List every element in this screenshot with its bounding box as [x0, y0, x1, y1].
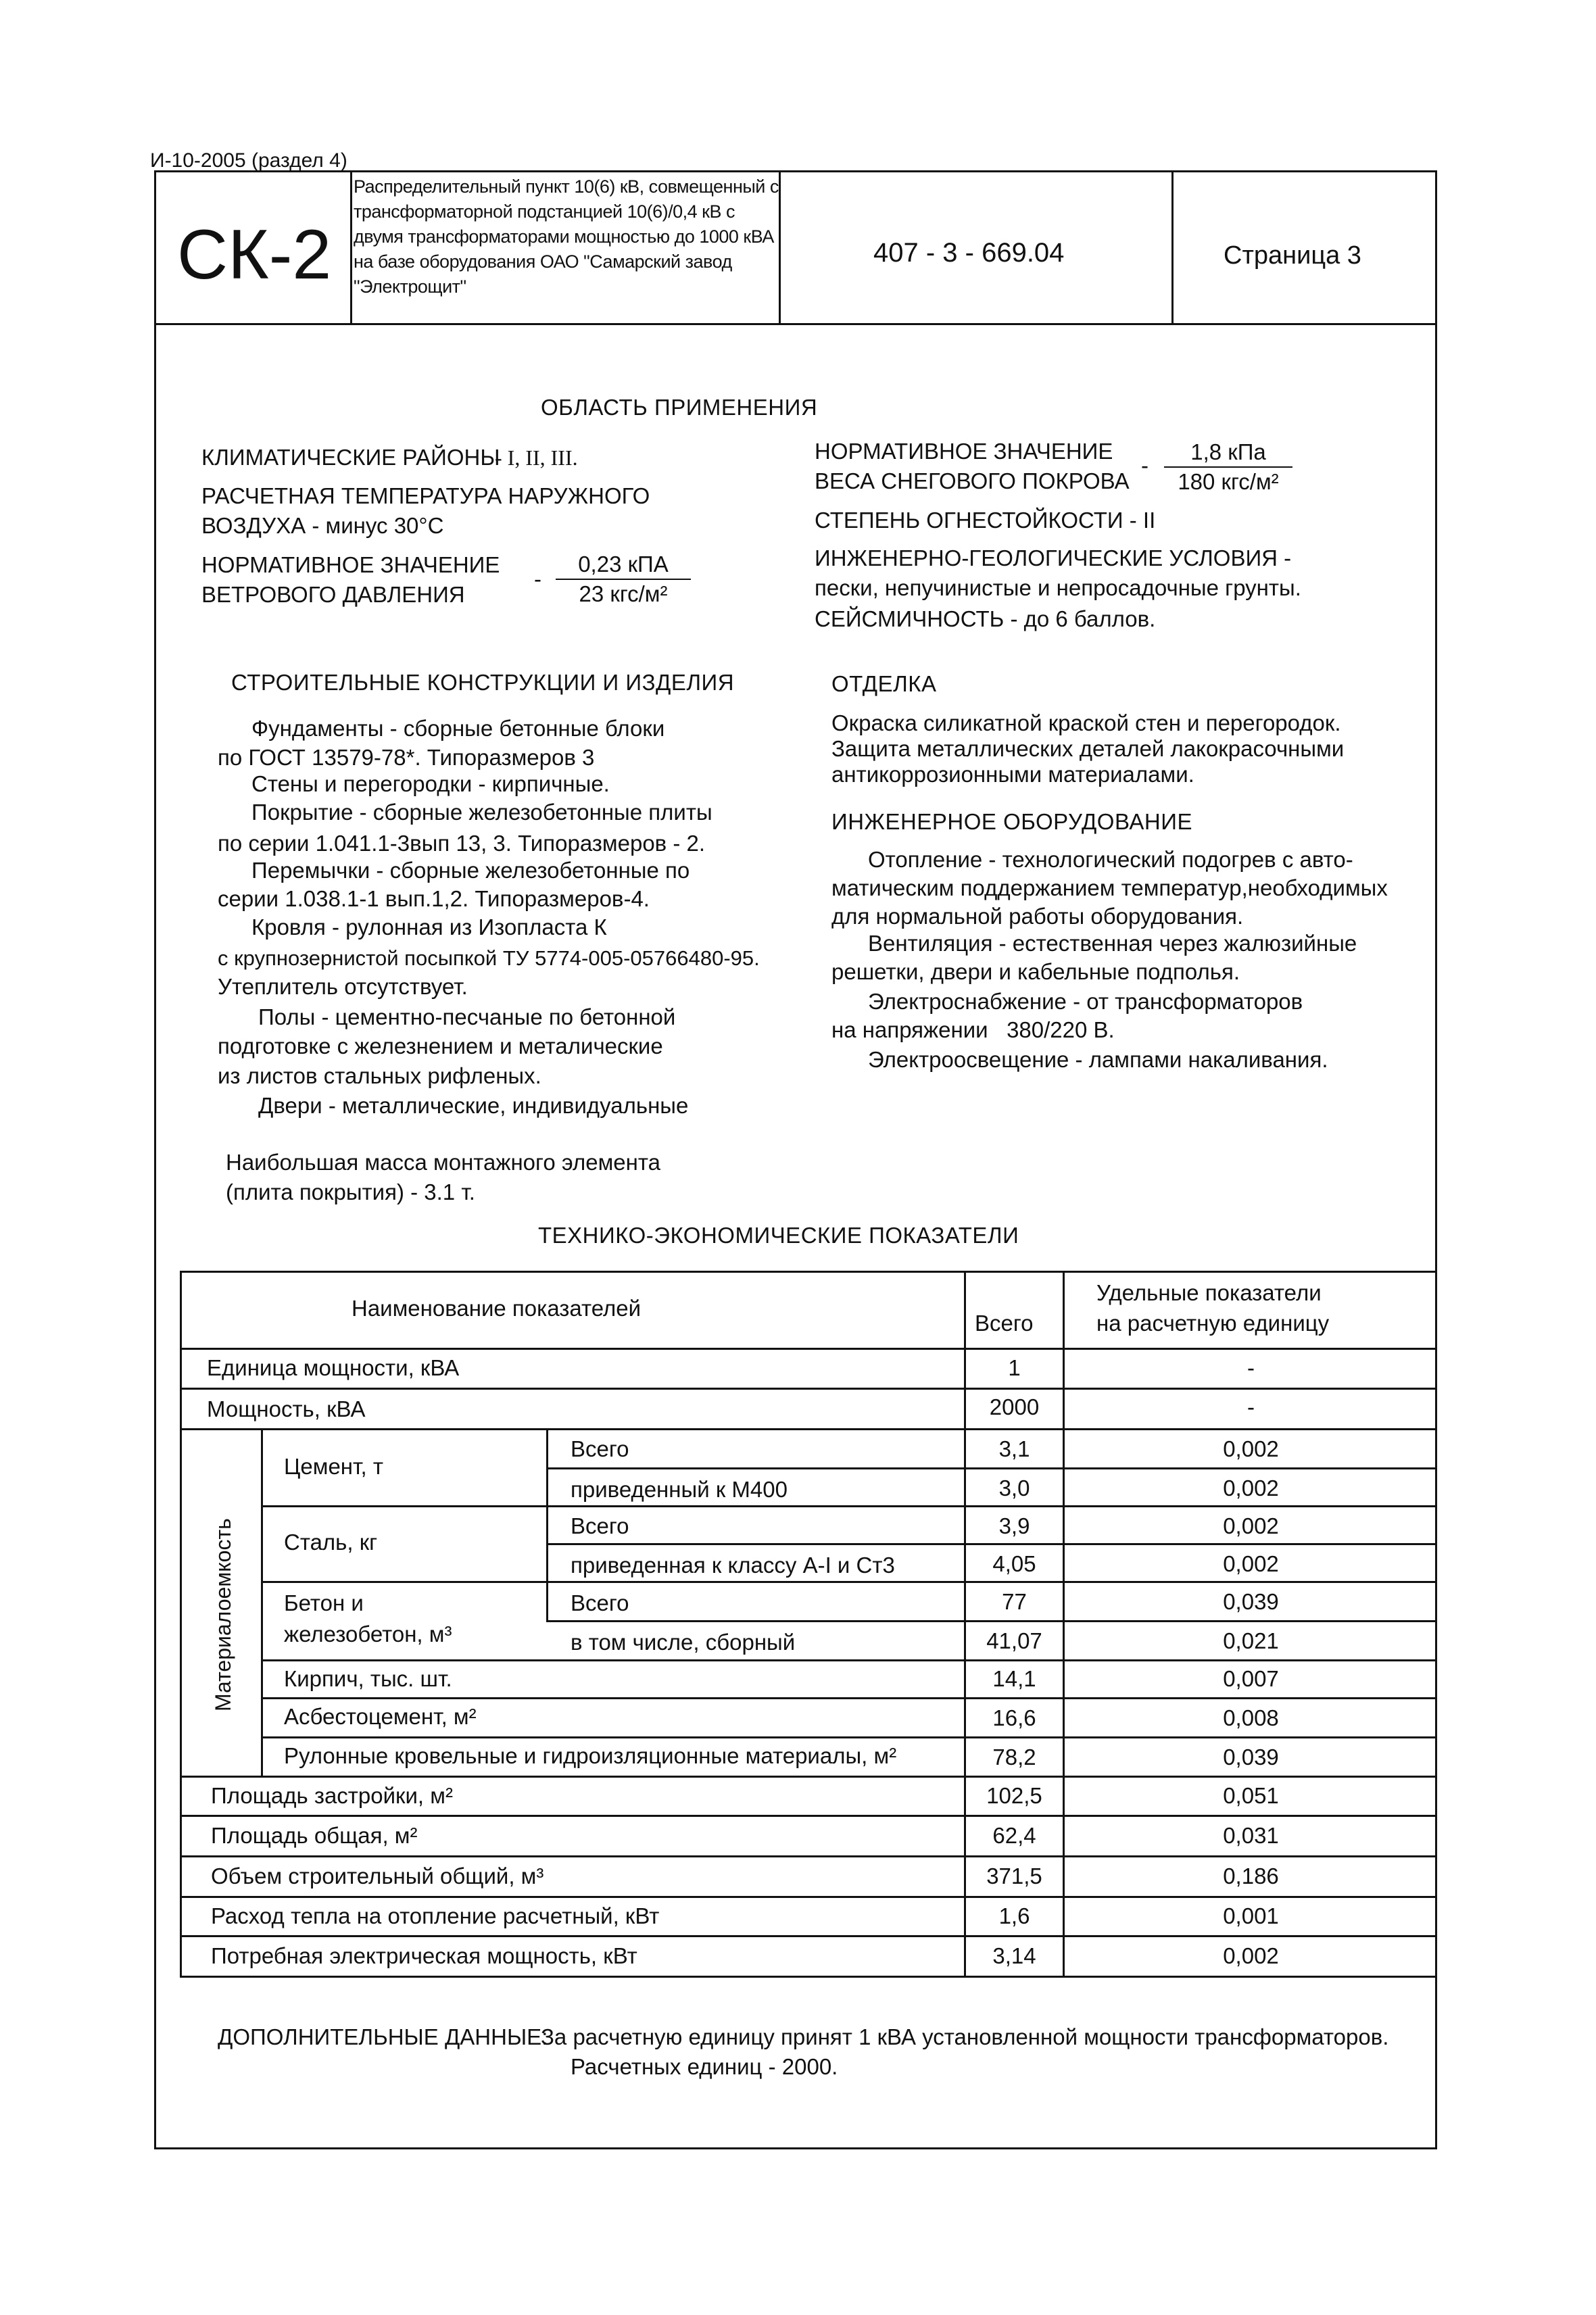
table-row-total: 14,1 — [992, 1666, 1036, 1691]
table-row-specific: 0,008 — [1223, 1705, 1279, 1730]
table-row-sub: Всего — [571, 1590, 629, 1615]
table-row-name: Асбестоцемент, м² — [284, 1704, 477, 1729]
equipment-line: Вентиляция - естественная через жалюзийные — [868, 931, 1357, 956]
table-row-specific: 0,031 — [1223, 1823, 1279, 1848]
wind-line-1: НОРМАТИВНОЕ ЗНАЧЕНИЕ — [201, 552, 500, 577]
table-row-total: 16,6 — [992, 1705, 1036, 1730]
table-row-specific: 0,002 — [1223, 1551, 1279, 1576]
temp-line-1: РАСЧЕТНАЯ ТЕМПЕРАТУРА НАРУЖНОГО — [201, 483, 650, 508]
structures-line: Перемычки - сборные железобетонные по — [251, 858, 690, 883]
additional-line-2: Расчетных единиц - 2000. — [571, 2054, 838, 2079]
grid-line — [180, 1935, 1437, 1937]
header-sep-1 — [350, 170, 352, 324]
grid-line — [261, 1697, 1437, 1699]
table-row-specific: 0,039 — [1223, 1589, 1279, 1614]
additional-line-1: За расчетную единицу принят 1 кВА установленной мощности трансформаторов. — [541, 2024, 1389, 2049]
grid-line — [180, 1855, 1437, 1857]
wind-dash: - — [534, 566, 541, 591]
table-row-name: Расход тепла на отопление расчетный, кВт — [211, 1903, 660, 1928]
sheet-code: СК-2 — [177, 216, 332, 294]
equipment-line: на напряжении 380/220 В. — [831, 1017, 1115, 1042]
table-row-total: 3,14 — [992, 1943, 1036, 1968]
structures-line: серии 1.038.1-1 вып.1,2. Типоразмеров-4. — [218, 886, 650, 911]
grid-line — [261, 1428, 263, 1776]
col-header-specific-2: на расчетную единицу — [1096, 1311, 1330, 1336]
table-row-specific: 0,186 — [1223, 1863, 1279, 1888]
climate-label: КЛИМАТИЧЕСКИЕ РАЙОНЫ — [201, 445, 500, 470]
wind-value-kgs: 23 кгс/м² — [579, 581, 668, 606]
header-sep-3 — [1171, 170, 1174, 324]
grid-line — [261, 1581, 1437, 1583]
tei-title: ТЕХНИКО-ЭКОНОМИЧЕСКИЕ ПОКАЗАТЕЛИ — [538, 1223, 1019, 1248]
structures-line: Покрытие - сборные железобетонные плиты — [251, 800, 712, 825]
grid-line — [180, 1776, 1437, 1778]
grid-line — [546, 1467, 1437, 1469]
table-row-name: Мощность, кВА — [207, 1396, 366, 1421]
structures-line: Полы - цементно-песчаные по бетонной — [258, 1004, 676, 1029]
snow-value-kpa: 1,8 кПа — [1164, 439, 1292, 468]
snow-line-2: ВЕСА СНЕГОВОГО ПОКРОВА — [815, 468, 1130, 493]
grid-line — [546, 1428, 548, 1622]
table-row-name: Объем строительный общий, м³ — [211, 1863, 544, 1888]
geo-line-1: ИНЖЕНЕРНО-ГЕОЛОГИЧЕСКИЕ УСЛОВИЯ - — [815, 545, 1292, 570]
table-row-total: 3,0 — [998, 1476, 1030, 1501]
structures-line: подготовке с железнением и металические — [218, 1033, 663, 1058]
equipment-line: Электроосвещение - лампами накаливания. — [868, 1047, 1328, 1072]
table-row-specific: 0,002 — [1223, 1476, 1279, 1501]
table-row-name: Кирпич, тыс. шт. — [284, 1666, 452, 1691]
table-row-total: 3,9 — [998, 1513, 1030, 1538]
table-row-total: 3,1 — [998, 1436, 1030, 1461]
structures-line: по ГОСТ 13579-78*. Типоразмеров 3 — [218, 745, 595, 770]
finish-title: ОТДЕЛКА — [831, 671, 937, 696]
structures-line: Утеплитель отсутствует. — [218, 974, 468, 999]
sheet-description: Распределительный пункт 10(6) кВ, совмещенный с трансформаторной подстанцией 10(6)/0,4 кВ с двумя трансформаторами мощностью до 1000 кВА на базе оборудования ОАО "Самарский завод "Электрощит" — [354, 176, 779, 297]
table-row-sub: приведенный к М400 — [571, 1477, 788, 1502]
table-row-specific: 0,007 — [1223, 1666, 1279, 1691]
table-row-total: 41,07 — [986, 1628, 1042, 1653]
page-number: Страница 3 — [1224, 241, 1361, 270]
header-divider — [154, 323, 1437, 325]
climate-value: - I, II, III. — [495, 445, 578, 470]
doc-reference: И-10-2005 (раздел 4) — [150, 149, 347, 172]
grid-line — [180, 1271, 182, 1978]
grid-line — [180, 1896, 1437, 1898]
table-row-name: Бетон и — [284, 1590, 364, 1615]
table-row-specific: 0,039 — [1223, 1745, 1279, 1770]
max-mass-line-1: Наибольшая масса монтажного элемента — [226, 1150, 660, 1175]
table-row-name: Единица мощности, кВА — [207, 1355, 460, 1380]
snow-dash: - — [1141, 453, 1148, 478]
table-row-sub: Всего — [571, 1513, 629, 1538]
table-row-total: 1,6 — [998, 1903, 1030, 1928]
table-row-total: 4,05 — [992, 1551, 1036, 1576]
table-row-total: 371,5 — [986, 1863, 1042, 1888]
snow-value-kgs: 180 кгс/м² — [1178, 469, 1279, 494]
table-row-total: 62,4 — [992, 1823, 1036, 1848]
structures-line: по серии 1.041.1-3вып 13, 3. Типоразмеров - 2. — [218, 831, 706, 856]
table-row-sub: Всего — [571, 1436, 629, 1461]
wind-line-2: ВЕТРОВОГО ДАВЛЕНИЯ — [201, 582, 465, 607]
grid-line — [180, 1976, 1437, 1978]
equipment-line: матическим поддержанием температур,необходимых — [831, 875, 1388, 900]
fire-resistance: СТЕПЕНЬ ОГНЕСТОЙКОСТИ - II — [815, 508, 1156, 533]
table-row-name: Сталь, кг — [284, 1530, 378, 1555]
table-row-name: Площадь застройки, м² — [211, 1783, 453, 1808]
table-row-specific: - — [1247, 1355, 1255, 1380]
structures-line: с крупнозернистой посыпкой ТУ 5774-005-05766480-95. — [218, 946, 760, 970]
table-row-name: Цемент, т — [284, 1454, 383, 1479]
structures-title: СТРОИТЕЛЬНЫЕ КОНСТРУКЦИИ И ИЗДЕЛИЯ — [231, 670, 735, 695]
equipment-line: решетки, двери и кабельные подполья. — [831, 959, 1240, 984]
header-sep-2 — [779, 170, 781, 324]
grid-line — [546, 1543, 1437, 1545]
grid-line — [546, 1620, 1437, 1622]
snow-line-1: НОРМАТИВНОЕ ЗНАЧЕНИЕ — [815, 439, 1113, 464]
finish-line: Защита металлических деталей лакокрасочными — [831, 736, 1345, 761]
col-header-specific-1: Удельные показатели — [1096, 1280, 1322, 1305]
table-row-total: 78,2 — [992, 1745, 1036, 1770]
structures-line: Фундаменты - сборные бетонные блоки — [251, 716, 665, 741]
table-row-total: 102,5 — [986, 1783, 1042, 1808]
finish-line: антикоррозионными материалами. — [831, 762, 1194, 787]
grid-line — [261, 1659, 1437, 1661]
snow-value — [1164, 439, 1292, 495]
table-row-specific: 0,002 — [1223, 1943, 1279, 1968]
table-row-sub: в том числе, сборный — [571, 1630, 796, 1655]
temp-line-2: ВОЗДУХА - минус 30°С — [201, 513, 444, 538]
table-row-specific: - — [1247, 1394, 1255, 1419]
table-row-sub: приведенная к классу А-I и Ст3 — [571, 1553, 895, 1578]
structures-line: из листов стальных рифленых. — [218, 1063, 541, 1088]
project-number: 407 - 3 - 669.04 — [873, 238, 1065, 268]
wind-value-kpa: 0,23 кПА — [556, 552, 691, 580]
table-row-specific: 0,002 — [1223, 1513, 1279, 1538]
table-row-total: 1 — [1008, 1355, 1021, 1380]
grid-line — [180, 1348, 1437, 1350]
max-mass-line-2: (плита покрытия) - 3.1 т. — [226, 1179, 475, 1204]
wind-value — [556, 552, 691, 607]
finish-line: Окраска силикатной краской стен и перегородок. — [831, 710, 1341, 735]
col-header-total: Всего — [975, 1311, 1034, 1336]
grid-line — [261, 1505, 1437, 1507]
table-row-total: 77 — [1002, 1589, 1027, 1614]
table-row-specific: 0,021 — [1223, 1628, 1279, 1653]
grid-line — [261, 1736, 1437, 1738]
grid-line — [180, 1388, 1437, 1390]
structures-line: Двери - металлические, индивидуальные — [258, 1093, 689, 1118]
application-title: ОБЛАСТЬ ПРИМЕНЕНИЯ — [541, 395, 818, 420]
table-row-specific: 0,001 — [1223, 1903, 1279, 1928]
table-row-total: 2000 — [989, 1394, 1040, 1419]
table-row-specific: 0,002 — [1223, 1436, 1279, 1461]
structures-line: Стены и перегородки - кирпичные. — [251, 771, 610, 796]
material-intensity-label: Материалоемкость — [211, 1518, 235, 1711]
seismic: СЕЙСМИЧНОСТЬ - до 6 баллов. — [815, 606, 1156, 631]
equipment-line: для нормальной работы оборудования. — [831, 904, 1244, 929]
equipment-title: ИНЖЕНЕРНОЕ ОБОРУДОВАНИЕ — [831, 809, 1192, 834]
table-row-name: Рулонные кровельные и гидроизляционные материалы, м² — [284, 1743, 897, 1768]
additional-label: ДОПОЛНИТЕЛЬНЫЕ ДАННЫЕ: — [218, 2024, 548, 2049]
geo-line-2: пески, непучинистые и непросадочные грунты. — [815, 575, 1301, 600]
grid-line — [180, 1271, 1437, 1273]
grid-line — [180, 1428, 1437, 1430]
table-row-name: железобетон, м³ — [284, 1622, 452, 1647]
table-row-specific: 0,051 — [1223, 1783, 1279, 1808]
table-row-name: Площадь общая, м² — [211, 1823, 418, 1848]
equipment-line: Отопление - технологический подогрев с авто- — [868, 847, 1353, 872]
grid-line — [180, 1815, 1437, 1817]
table-row-name: Потребная электрическая мощность, кВт — [211, 1943, 637, 1968]
col-header-name: Наименование показателей — [352, 1296, 642, 1321]
equipment-line: Электроснабжение - от трансформаторов — [868, 989, 1303, 1014]
structures-line: Кровля - рулонная из Изопласта К — [251, 915, 607, 940]
